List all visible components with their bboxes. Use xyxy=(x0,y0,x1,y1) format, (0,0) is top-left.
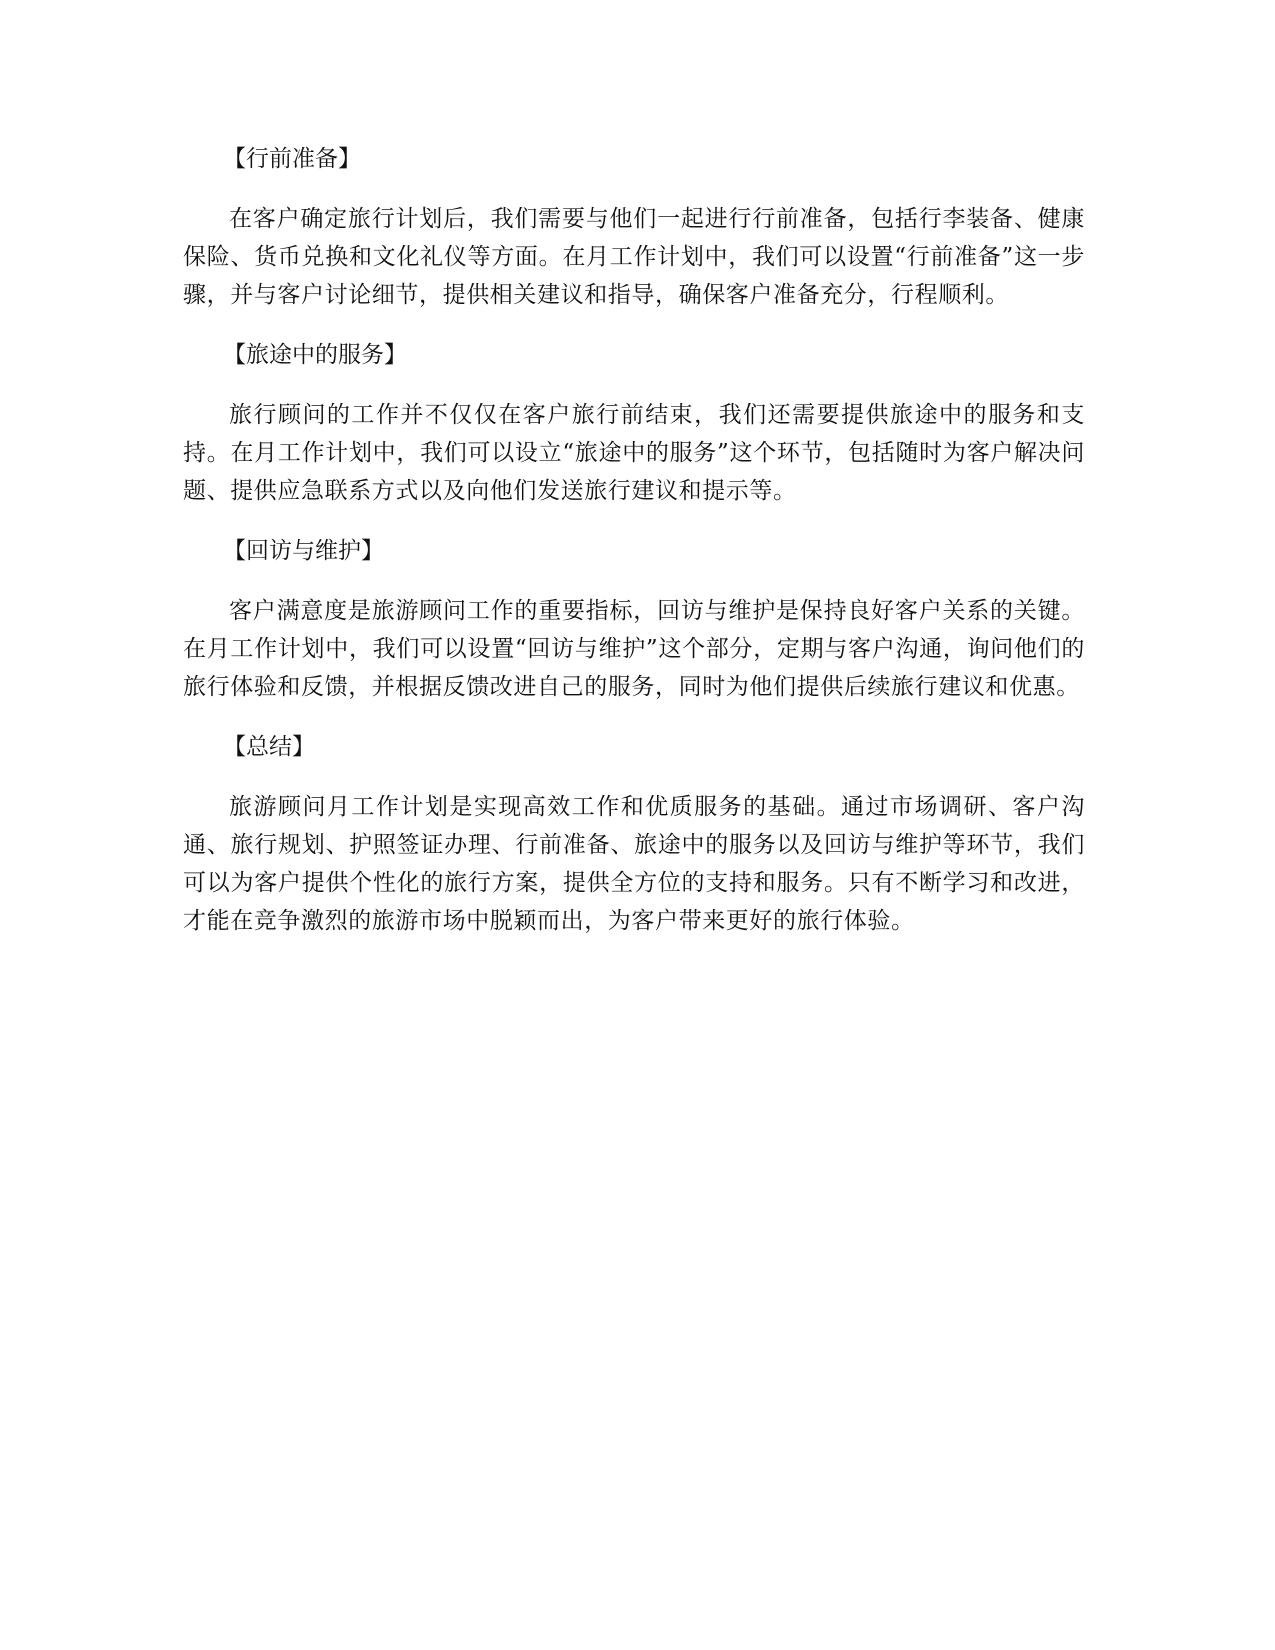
section-heading-in-trip-service: 【旅途中的服务】 xyxy=(223,342,407,368)
section-paragraph-summary: 旅游顾问月工作计划是实现高效工作和优质服务的基础。通过市场调研、客户沟通、旅行规划、护照签证办理、行前准备、旅途中的服务以及回访与维护等环节，我们可以为客户提供个性化的旅行方案，提供全方位的支持和服务。只有不断学习和改进，才能在竞争激烈的旅游市场中脱颖而出，为客户带来更好的旅行体验。 xyxy=(183,794,1085,934)
section-heading-follow-up: 【回访与维护】 xyxy=(223,538,384,564)
section-paragraph-pre-trip: 在客户确定旅行计划后，我们需要与他们一起进行行前准备，包括行李装备、健康保险、货币兑换和文化礼仪等方面。在月工作计划中，我们可以设置“行前准备”这一步骤，并与客户讨论细节，提供相关建议和指导，确保客户准备充分，行程顺利。 xyxy=(183,206,1085,308)
section-paragraph-follow-up: 客户满意度是旅游顾问工作的重要指标，回访与维护是保持良好客户关系的关键。在月工作计划中，我们可以设置“回访与维护”这个部分，定期与客户沟通，询问他们的旅行体验和反馈，并根据反馈改进自己的服务，同时为他们提供后续旅行建议和优惠。 xyxy=(183,598,1085,700)
section-heading-pre-trip: 【行前准备】 xyxy=(223,146,361,172)
section-paragraph-in-trip-service: 旅行顾问的工作并不仅仅在客户旅行前结束，我们还需要提供旅途中的服务和支持。在月工作计划中，我们可以设立“旅途中的服务”这个环节，包括随时为客户解决问题、提供应急联系方式以及向他们发送旅行建议和提示等。 xyxy=(183,402,1085,504)
section-heading-summary: 【总结】 xyxy=(223,734,315,760)
document-body xyxy=(183,140,1085,962)
